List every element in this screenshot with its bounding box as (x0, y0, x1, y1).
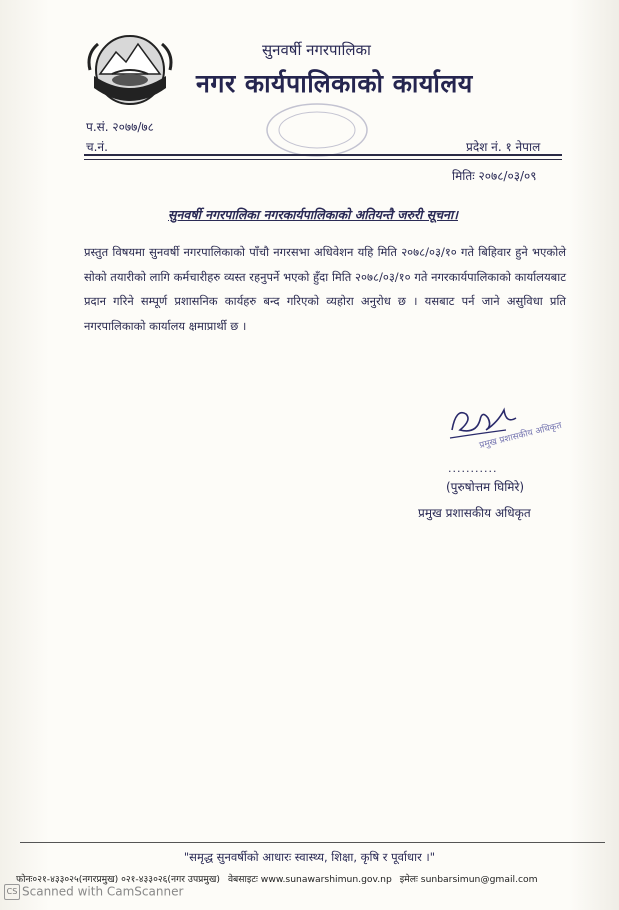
footer-divider (20, 842, 605, 843)
camscanner-logo-icon: CS (4, 884, 20, 900)
province-label: प्रदेश नं. १ नेपाल (466, 140, 541, 154)
footer-phone: फोनः०२१-४३३०२५(नगरप्रमुख) ०२१-४३३०२६(नगर उपप्रमुख) (16, 874, 221, 885)
camscanner-text: Scanned with CamScanner (22, 884, 184, 899)
signature-stamp: प्रमुख प्रशासकीय अधिकृत (478, 420, 563, 452)
signatory-title: प्रमुख प्रशासकीय अधिकृत (418, 506, 531, 520)
header-divider-thin (84, 159, 562, 160)
notice-subject: सुनवर्षी नगरपालिका नगरकार्यपालिकाको अतियन्तै जरुरी सूचना। (168, 207, 458, 222)
nepal-emblem-icon (86, 30, 174, 110)
municipality-name: सुनवर्षी नगरपालिका (262, 41, 371, 59)
office-seal-stamp (262, 100, 372, 160)
footer-slogan: "समृद्ध सुनवर्षीको आधारः स्वास्थ्य, शिक्षा, कृषि र पूर्वाधार ।" (183, 850, 436, 864)
footer-website: वेबसाइटः www.sunawarshimun.gov.np (227, 874, 392, 885)
letter-date: मितिः २०७८/०३/०९ (452, 169, 537, 183)
office-title: नगर कार्यपालिकाको कार्यालय (196, 69, 473, 98)
notice-body: प्रस्तुत विषयमा सुनवर्षी नगरपालिकाको पाँचौ नगरसभा अधिवेशन यहि मिति २०७८/०३/१० गते बिहिवार हुने भएकोले सोको तयारीको लागि कर्मचारीहरु व्यस्त रहनुपर्ने भएको हुँदा मिति २०७८/०३/१० गते नगरकार्यपालिकाको कार्यालयबाट प्रदान गरिने सम्पूर्ण प्रशासनिक कार्यहरु बन्द गरिएको व्यहोरा अनुरोध छ । यसबाट पर्न जाने असुविधा प्रति नगरपालिकाको कार्यालय क्षमाप्रार्थी छ । (84, 245, 566, 333)
header-divider (84, 154, 562, 156)
reference-number: प.सं. २०७७/७८ (86, 120, 154, 134)
footer-email: इमेलः sunbarsimun@gmail.com (399, 874, 538, 885)
signatory-name: (पुरुषोत्तम घिमिरे) (446, 480, 525, 494)
dispatch-number: च.नं. (86, 140, 108, 154)
signature-dots: ........... (448, 462, 498, 475)
camscanner-watermark (4, 884, 183, 900)
